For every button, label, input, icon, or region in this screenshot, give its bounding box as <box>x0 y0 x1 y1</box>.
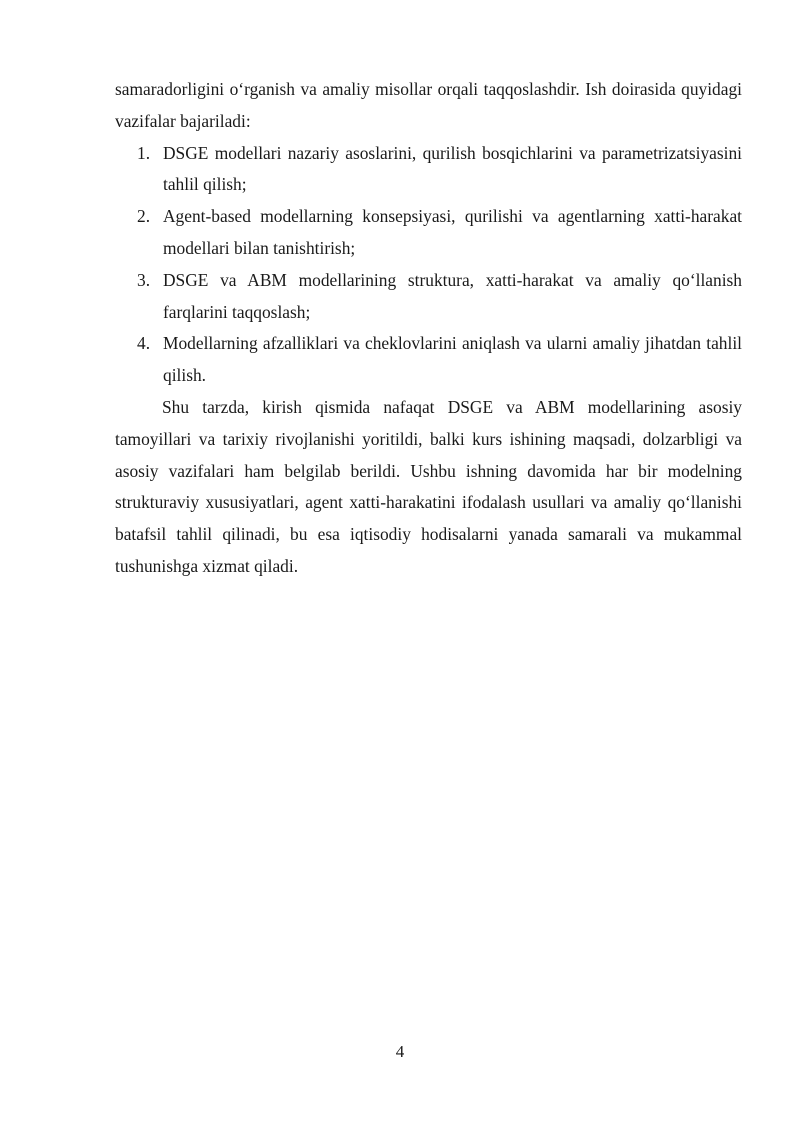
conclusion-paragraph: Shu tarzda, kirish qismida nafaqat DSGE va ABM modellarining asosiy tamoyillari va tarixiy rivojlanishi yoritildi, balki kurs ishining maqsadi, dolzarbligi va asosiy vazifalari ham belgilab berildi. Ushbu ishning davomida har bir modelning strukturaviy xususiyatlari, agent xatti-harakatini ifodalash usullari va amaliy qo‘llanishi batafsil tahlil qilinadi, bu esa iqtisodiy hodisalarni yanada samarali va mukammal tushunishga xizmat qiladi. <box>115 396 742 576</box>
task-item-1 <box>137 138 742 202</box>
task-number: 2. <box>137 206 151 227</box>
task-list <box>115 138 742 392</box>
task-number: 4. <box>137 333 151 354</box>
task-text: DSGE modellari nazariy asoslarini, qurilish bosqichlarini va parametrizatsiyasini tahlil qilish; <box>163 142 742 195</box>
task-number: 3. <box>137 269 151 290</box>
task-text: DSGE va ABM modellarining struktura, xatti-harakat va amaliy qo‘llanish farqlarini taqqoslash; <box>163 269 742 322</box>
task-item-4 <box>137 328 742 392</box>
page-body <box>115 74 742 583</box>
task-item-2 <box>137 201 742 265</box>
intro-continuation-paragraph: samaradorligini o‘rganish va amaliy misollar orqali taqqoslashdir. Ish doirasida quyidagi vazifalar bajariladi: <box>115 79 742 131</box>
page-number: 4 <box>395 1042 405 1061</box>
task-text: Agent-based modellarning konsepsiyasi, qurilishi va agentlarning xatti-harakat modellari bilan tanishtirish; <box>163 206 742 258</box>
task-number: 1. <box>137 142 151 163</box>
task-text: Modellarning afzalliklari va cheklovlarini aniqlash va ularni amaliy jihatdan tahlil qilish. <box>163 333 742 386</box>
task-item-3 <box>137 265 742 329</box>
